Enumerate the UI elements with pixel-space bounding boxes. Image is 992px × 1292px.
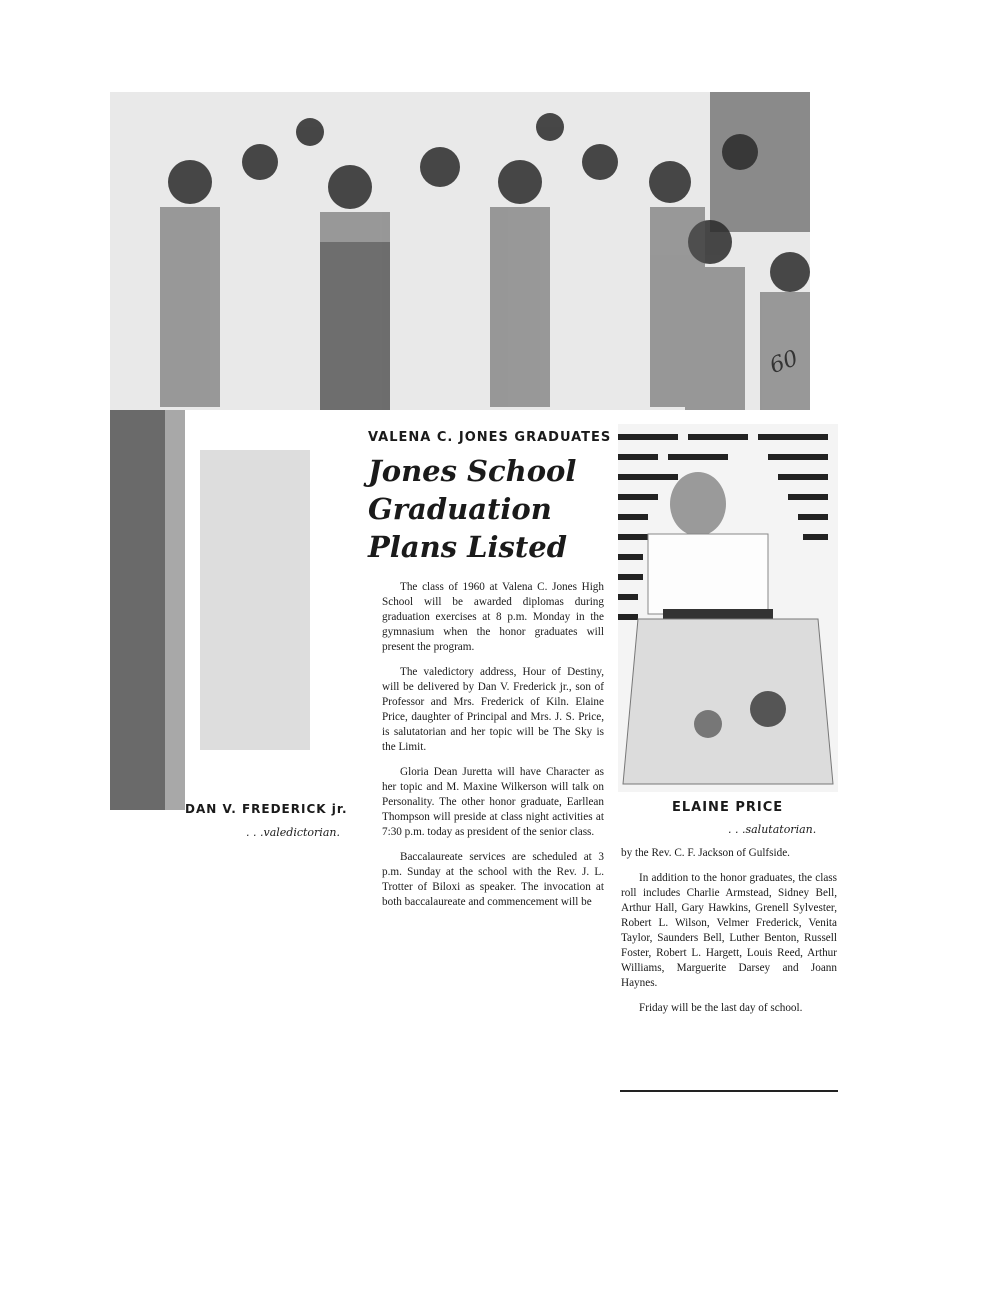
paragraph: Gloria Dean Juretta will have Character as her topic and M. Maxine Wilkerson will talk on Personality. The other honor graduate, Earllean Thompson will preside at class night activities at 7:30 p.m. today as president of the senior class. bbox=[382, 766, 604, 838]
paragraph: The class of 1960 at Valena C. Jones High School will be awarded diplomas during graduation exercises at 8 p.m. Monday in the gymnasium when the honor graduates will present the program. bbox=[382, 581, 604, 653]
paragraph: In addition to the honor graduates, the class roll includes Charlie Armstead, Sidney Bell, Arthur Hall, Gary Hawkins, Grenell Sylvester, Robert L. Wilson, Velmer Frederick, Venita Taylor, Saunders Bell, Luther Benton, Russell Foster, Robert L. Hargett, Louis Reed, Arthur Williams, Marguerite Darsey and Joann Haynes. bbox=[621, 872, 837, 989]
article-column-1 bbox=[382, 580, 604, 1088]
column-rule bbox=[620, 1090, 838, 1092]
handwritten-mark: 60 bbox=[766, 345, 802, 380]
graduates-group-photo bbox=[110, 92, 810, 410]
paragraph: Baccalaureate services are scheduled at 3 p.m. Sunday at the school with the Rev. J. L. Trotter of Biloxi as speaker. The invocation at both baccalaureate and commencement will be bbox=[382, 851, 604, 908]
article-headline bbox=[368, 452, 608, 566]
paragraph: by the Rev. C. F. Jackson of Gulfside. bbox=[621, 847, 790, 859]
salutatorian-caption: ELAINE PRICE bbox=[672, 800, 784, 815]
article-column-2 bbox=[621, 846, 837, 1026]
headline-line: Jones School bbox=[368, 454, 577, 488]
article-kicker: VALENA C. JONES GRADUATES bbox=[368, 430, 612, 445]
valedictorian-caption: DAN V. FREDERICK jr. bbox=[185, 802, 348, 816]
salutatorian-role: . . .salutatorian. bbox=[728, 823, 817, 836]
headline-line: Graduation bbox=[368, 492, 552, 526]
headline-line: Plans Listed bbox=[368, 530, 567, 564]
paragraph: Friday will be the last day of school. bbox=[639, 1002, 803, 1014]
valedictorian-role: . . .valedictorian. bbox=[246, 826, 340, 839]
salutatorian-photo bbox=[618, 424, 838, 792]
paragraph: The valedictory address, Hour of Destiny, will be delivered by Dan V. Frederick jr., son of Professor and Mrs. Frederick of Kiln. Elaine Price, daughter of Principal and Mrs. J. S. Price, is salutatorian and her topic will be The Sky is the Limit. bbox=[382, 666, 604, 753]
valedictorian-photo bbox=[110, 410, 360, 810]
